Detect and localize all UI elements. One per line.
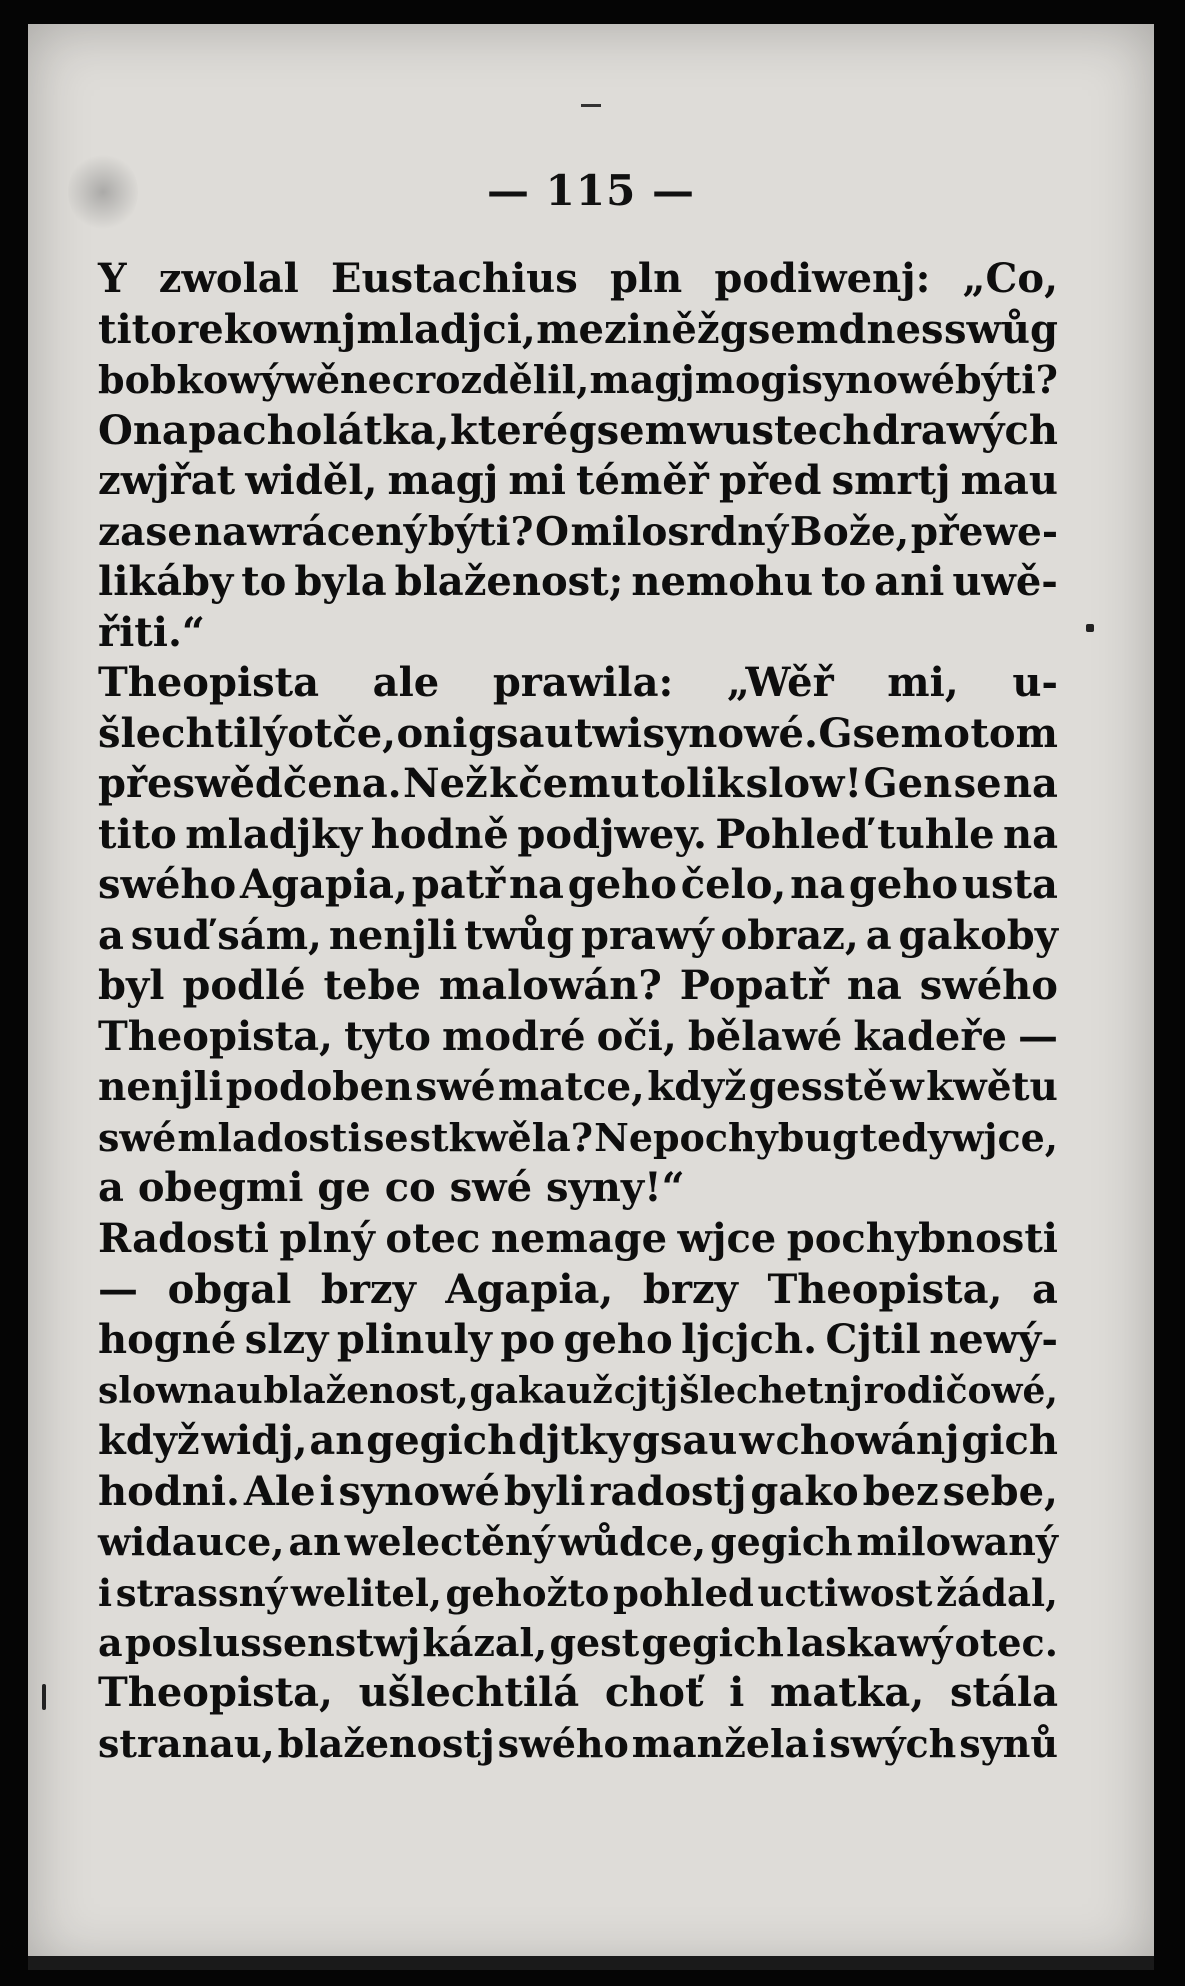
word: magj — [589, 357, 695, 402]
word: sebe, — [942, 1467, 1058, 1515]
word: ustech — [722, 406, 872, 454]
word: bělawé — [687, 1012, 843, 1060]
word: na — [790, 861, 846, 908]
text-line — [98, 456, 1058, 507]
word: wjce, — [950, 1114, 1058, 1160]
text-line — [98, 355, 1058, 406]
text-line — [98, 709, 1058, 760]
word: chowánj — [775, 1417, 960, 1464]
word: i — [98, 1570, 113, 1615]
word: Než — [403, 760, 488, 807]
text-line — [98, 305, 1058, 356]
word: Bože, — [789, 508, 910, 555]
word: ani — [874, 558, 945, 605]
word: swých — [829, 1720, 957, 1766]
text-line — [98, 1214, 1058, 1265]
word: swé — [415, 1064, 496, 1110]
word: an — [288, 1519, 341, 1564]
word: stkwěla? — [409, 1114, 594, 1160]
text-line — [98, 507, 1058, 558]
text-line: řiti.“ — [98, 608, 205, 656]
word: k — [489, 760, 517, 807]
word: uctiwost — [757, 1570, 933, 1615]
word: to — [821, 558, 867, 605]
word: tolik — [640, 760, 745, 807]
word: Eustachius — [331, 255, 578, 302]
word: když — [98, 1417, 200, 1464]
word: gsem — [719, 305, 839, 353]
word: magj — [387, 457, 499, 504]
word: mezi — [536, 305, 642, 353]
word: gich — [961, 1417, 1058, 1464]
word: Y — [98, 255, 127, 302]
word: prawý — [581, 911, 714, 959]
word: pohled — [612, 1570, 754, 1615]
word: swůg — [943, 305, 1058, 353]
word: gakoby — [898, 911, 1058, 959]
word: Ona — [98, 406, 188, 454]
word: synowé. — [642, 709, 818, 757]
word: gako — [750, 1467, 859, 1515]
word: Cjtil — [825, 1316, 921, 1363]
word: čemu — [518, 760, 640, 807]
word: gsau — [631, 1417, 738, 1464]
word: brzy — [642, 1265, 738, 1313]
word: tebe — [323, 962, 421, 1009]
word: Popatř — [679, 962, 829, 1009]
word: matka, — [770, 1669, 925, 1716]
word: podiwenj: — [714, 255, 931, 302]
text-line — [98, 658, 1058, 709]
word: zwjřat — [98, 457, 236, 504]
word: cjtj — [613, 1369, 679, 1412]
text-line — [98, 810, 1058, 861]
word: patř — [411, 861, 506, 908]
text-line — [98, 759, 1058, 810]
word: Radosti — [98, 1215, 269, 1262]
word: mau — [960, 457, 1058, 504]
text-line — [98, 557, 1058, 608]
text-line — [98, 1315, 1058, 1366]
word: tito — [98, 305, 177, 353]
word: „Co, — [962, 255, 1058, 302]
word: rozdělil, — [415, 357, 590, 402]
word: swého — [497, 1720, 629, 1766]
word: likáby — [98, 558, 234, 605]
word: widauce, — [98, 1519, 285, 1564]
word: které — [450, 406, 569, 454]
word: swého — [98, 861, 237, 908]
word: gest — [549, 1620, 640, 1665]
word: se — [362, 1114, 409, 1160]
word: pochybnosti — [786, 1215, 1058, 1262]
word: pln — [609, 255, 683, 302]
word: podlé — [182, 962, 306, 1009]
word: milosrdný — [570, 508, 789, 555]
word: w — [687, 406, 722, 454]
word: smrtj — [831, 457, 951, 504]
word: Gsem — [818, 709, 943, 757]
word: gsau — [467, 709, 574, 757]
word: gegich — [366, 1417, 517, 1464]
word: a — [98, 1620, 123, 1665]
word: synowé — [338, 1467, 500, 1515]
word: twi — [573, 709, 643, 757]
word: plinuly — [336, 1316, 492, 1363]
word: i — [812, 1720, 827, 1766]
word: nemage — [490, 1215, 668, 1262]
word: kadeře — [853, 1012, 1007, 1060]
word: Theopista — [98, 659, 320, 706]
word: gegich — [710, 1519, 853, 1564]
word: uwě- — [952, 558, 1058, 605]
word: — — [1017, 1012, 1058, 1060]
word: radostj — [589, 1467, 747, 1515]
word: přewe- — [910, 508, 1058, 555]
word: na — [508, 861, 564, 908]
word: malowán? — [438, 962, 662, 1009]
word: na — [846, 962, 902, 1009]
word: gsem — [568, 406, 687, 454]
word: nenjli — [98, 1064, 224, 1110]
word: Ale — [243, 1467, 316, 1515]
word: blaženostj — [277, 1720, 495, 1766]
paragraph-1 — [98, 254, 1058, 658]
paragraph-4 — [98, 1668, 1058, 1769]
page-number: — 115 — — [487, 166, 695, 215]
word: blaženost, — [263, 1369, 469, 1412]
word: geho — [848, 861, 959, 908]
word: nenjli — [328, 911, 458, 959]
word: obraz, — [720, 911, 859, 959]
word: synowé — [801, 357, 955, 402]
word: na — [1003, 810, 1058, 858]
word: Theopista, — [98, 1012, 333, 1060]
word: tom — [970, 709, 1058, 757]
word: přeswědčena. — [98, 760, 402, 807]
word: wěnec — [283, 357, 415, 402]
word: mladjci, — [356, 305, 536, 353]
text-line — [98, 961, 1058, 1012]
word: před — [718, 457, 822, 504]
word: widj, — [201, 1417, 308, 1464]
word: mogi — [694, 357, 802, 402]
word: synů — [959, 1720, 1058, 1766]
word: tuhle — [877, 810, 995, 858]
word: čelo, — [680, 861, 787, 908]
word: gakauž — [469, 1369, 613, 1412]
word: pacholátka, — [188, 406, 450, 454]
word: slownau — [98, 1369, 263, 1412]
word: suď — [130, 911, 211, 959]
word: otče, — [287, 709, 397, 757]
ink-speck — [42, 1684, 46, 1710]
text-line — [98, 254, 1058, 305]
word: i — [319, 1467, 335, 1515]
word: žádal, — [936, 1570, 1058, 1615]
word: matce, — [498, 1064, 645, 1110]
word: o — [943, 709, 970, 757]
word: slzy — [244, 1316, 329, 1363]
word: twůg — [464, 911, 575, 959]
word: otec — [385, 1215, 481, 1262]
text-line — [98, 1618, 1058, 1669]
word: an — [309, 1417, 365, 1464]
word: šlechtilý — [98, 709, 287, 757]
word: laskawý — [786, 1620, 953, 1665]
text-line — [98, 406, 1058, 457]
word: gegich — [641, 1620, 784, 1665]
word: strassný — [115, 1570, 288, 1615]
word: Gen — [863, 760, 953, 807]
text-line — [98, 1265, 1058, 1316]
word: choť — [604, 1669, 704, 1716]
word: nemohu — [631, 558, 814, 605]
word: slow! — [745, 760, 863, 807]
text-line — [98, 1467, 1058, 1518]
word: to — [241, 558, 287, 605]
word: a — [98, 911, 124, 959]
word: tedy — [859, 1114, 950, 1160]
word: zase — [98, 508, 193, 555]
word: u- — [1012, 659, 1058, 706]
word: bobkowý — [98, 357, 283, 402]
word: otec. — [954, 1620, 1058, 1665]
text-line — [98, 1113, 1058, 1164]
word: téměř — [576, 457, 709, 504]
word: a — [1032, 1265, 1058, 1313]
word: poslussenstwj — [124, 1620, 421, 1665]
word: a — [865, 911, 892, 959]
word: bez — [862, 1467, 939, 1515]
word: Agapia, — [239, 861, 408, 908]
word: Theopista, — [767, 1265, 1003, 1313]
word: Agapia, — [445, 1265, 614, 1313]
top-mark — [581, 104, 601, 107]
word: mi, — [887, 659, 959, 706]
word: sám, — [217, 911, 322, 959]
word: po — [500, 1316, 556, 1363]
word: usta — [961, 861, 1058, 908]
word: kázal, — [422, 1620, 548, 1665]
word: brzy — [320, 1265, 416, 1313]
text-line — [98, 1668, 1058, 1719]
text-line — [98, 1366, 1058, 1417]
word: prawila: — [492, 659, 674, 706]
word: byla — [294, 558, 387, 605]
word: manžela — [631, 1720, 810, 1766]
word: něž — [642, 305, 720, 353]
word: w — [890, 1064, 924, 1110]
word: obgal — [167, 1265, 292, 1313]
word: ale — [372, 659, 440, 706]
word: mladosti — [177, 1114, 362, 1160]
word: swého — [919, 962, 1058, 1009]
word: ljcjch. — [681, 1316, 818, 1363]
word: newý- — [929, 1316, 1058, 1363]
ink-speck — [1086, 624, 1094, 632]
paragraph-2 — [98, 658, 1058, 1214]
word: drawých — [871, 406, 1058, 454]
text-line — [98, 1012, 1058, 1063]
word: swé — [98, 1114, 177, 1160]
word: býti? — [955, 357, 1058, 402]
word: se — [953, 760, 1002, 807]
word: tyto — [344, 1012, 431, 1060]
word: hogné — [98, 1316, 237, 1363]
word: hodně — [370, 810, 509, 858]
word: wůdce, — [558, 1519, 707, 1564]
word: byli — [503, 1467, 586, 1515]
word: podoben — [225, 1064, 413, 1110]
word: wjce — [677, 1215, 777, 1262]
word: geho — [563, 1316, 673, 1363]
word: rekownj — [177, 305, 357, 353]
word: šlechetnj — [679, 1369, 863, 1412]
text-line — [98, 1568, 1058, 1619]
word: widěl, — [245, 457, 378, 504]
book-page — [28, 24, 1154, 1970]
text-line — [98, 1719, 1058, 1770]
word: plný — [279, 1215, 375, 1262]
word: kwětu — [926, 1064, 1058, 1110]
word: stála — [949, 1669, 1058, 1716]
word: když — [647, 1064, 747, 1110]
word: mi — [508, 457, 566, 504]
word: dnes — [838, 305, 944, 353]
word: djtky — [518, 1417, 630, 1464]
word: oči, — [596, 1012, 677, 1060]
word: welitel, — [290, 1570, 442, 1615]
word: oni — [396, 709, 468, 757]
word: milowaný — [856, 1519, 1058, 1564]
word: Pohleď — [715, 810, 869, 858]
text-line: a obegmi ge co swé syny!“ — [98, 1164, 685, 1211]
word: w — [739, 1417, 774, 1464]
text-line — [98, 1062, 1058, 1113]
word: welectěný — [344, 1519, 555, 1564]
paragraph-3 — [98, 1214, 1058, 1669]
word: Nepochybug — [594, 1114, 859, 1160]
word: blaženost; — [394, 558, 624, 605]
word: rodičowé, — [863, 1369, 1058, 1412]
word: podjwey. — [517, 810, 707, 858]
word: O — [535, 508, 569, 555]
word: ušlechtilá — [358, 1669, 580, 1716]
word: býti? — [427, 508, 534, 555]
text-line — [98, 1416, 1058, 1467]
word: modré — [442, 1012, 586, 1060]
word: geho — [567, 861, 677, 908]
word: gesstě — [748, 1064, 888, 1110]
word: gehožto — [445, 1570, 610, 1615]
word: mladjky — [185, 810, 363, 858]
text-line — [98, 860, 1058, 911]
word: stranau, — [98, 1720, 275, 1766]
word: i — [729, 1669, 745, 1716]
word: „Wěř — [726, 659, 834, 706]
word: tito — [98, 810, 177, 858]
word: Theopista, — [98, 1669, 333, 1716]
word: na — [1002, 760, 1058, 807]
word: hodni. — [98, 1467, 240, 1515]
word: nawrácený — [193, 508, 427, 555]
word: — — [98, 1265, 138, 1313]
text-line — [98, 911, 1058, 962]
word: zwolal — [158, 255, 299, 302]
word: byl — [98, 962, 165, 1009]
text-line — [98, 1517, 1058, 1568]
